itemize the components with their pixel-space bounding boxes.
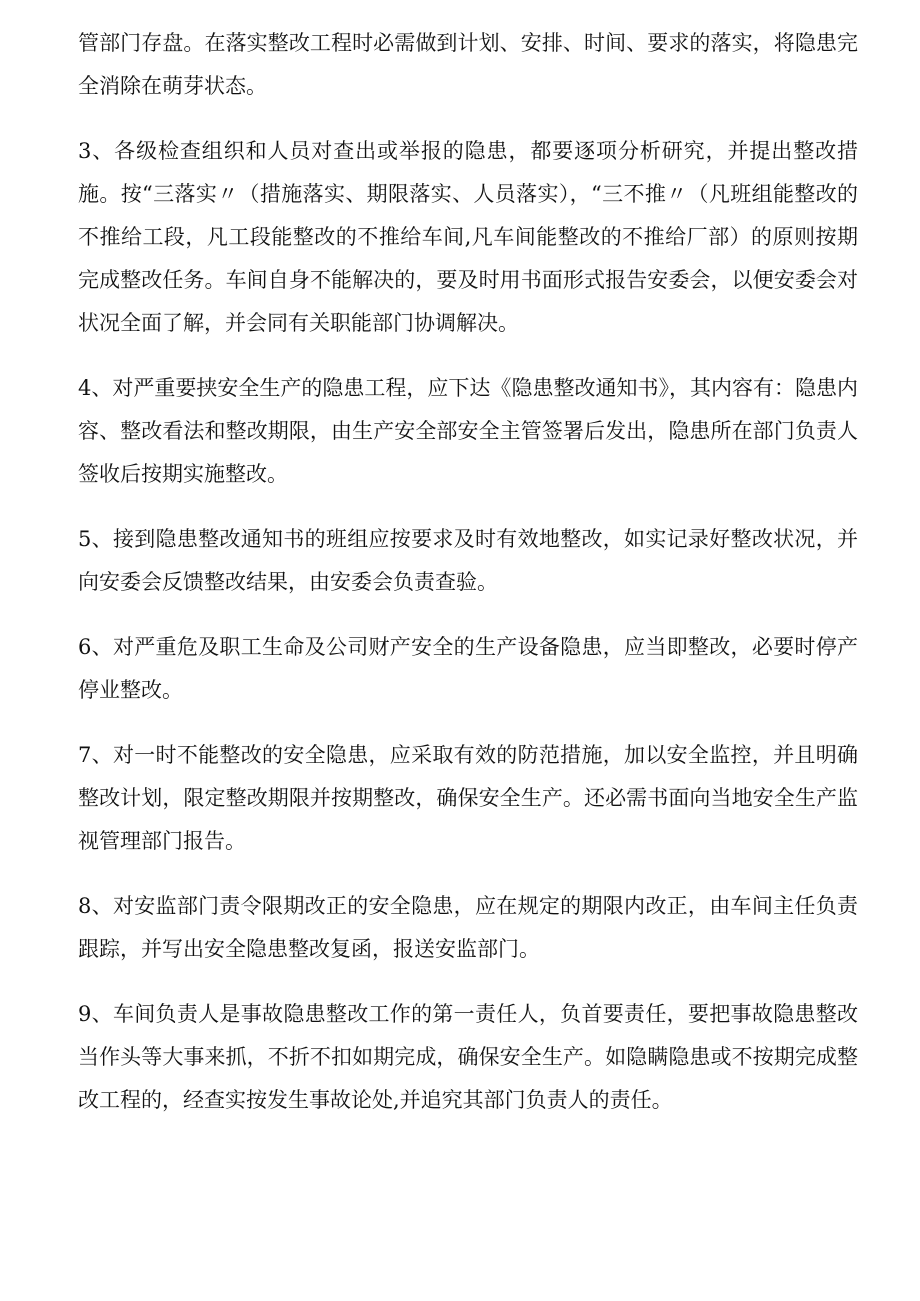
paragraph-item-3: 3、各级检查组织和人员对查出或举报的隐患，都要逐项分析研究，并提出整改措施。按“三落实〃（措施落实、期限落实、人员落实），“三不推〃（凡班组能整改的不推给工段，凡工段能整改的不推给车间,凡车间能整改的不推给厂部）的原则按期完成整改任务。车间自身不能解决的，要及时用书面形式报告安委会，以便安委会对状况全面了解，并会同有关职能部门协调解决。	[78, 139, 858, 335]
paragraph-item-7: 7、对一时不能整改的安全隐患，应采取有效的防范措施，加以安全监控，并且明确整改计划，限定整改期限并按期整改，确保安全生产。还必需书面向当地安全生产监视管理部门报告。	[78, 743, 858, 853]
paragraph-continuation: 管部门存盘。在落实整改工程时必需做到计划、安排、时间、要求的落实，将隐患完全消除在萌芽状态。	[78, 31, 858, 98]
paragraph-item-6: 6、对严重危及职工生命及公司财产安全的生产设备隐患，应当即整改，必要时停产停业整改。	[78, 635, 858, 702]
paragraph-item-9: 9、车间负责人是事故隐患整改工作的第一责任人，负首要责任，要把事故隐患整改当作头等大事来抓，不折不扣如期完成，确保安全生产。如隐瞒隐患或不按期完成整改工程的，经查实按发生事故论处,并追究其部门负责人的责任。	[78, 1002, 858, 1112]
paragraph-item-8: 8、对安监部门责令限期改正的安全隐患，应在规定的期限内改正，由车间主任负责跟踪，并写出安全隐患整改复函，报送安监部门。	[78, 894, 858, 961]
paragraph-item-5: 5、接到隐患整改通知书的班组应按要求及时有效地整改，如实记录好整改状况，并向安委会反馈整改结果，由安委会负责查验。	[78, 527, 858, 594]
document-page	[78, 22, 858, 1122]
paragraph-item-4: 4、对严重要挟安全生产的隐患工程，应下达《隐患整改通知书》，其内容有：隐患内容、整改看法和整改期限，由生产安全部安全主管签署后发出，隐患所在部门负责人签收后按期实施整改。	[78, 376, 858, 486]
